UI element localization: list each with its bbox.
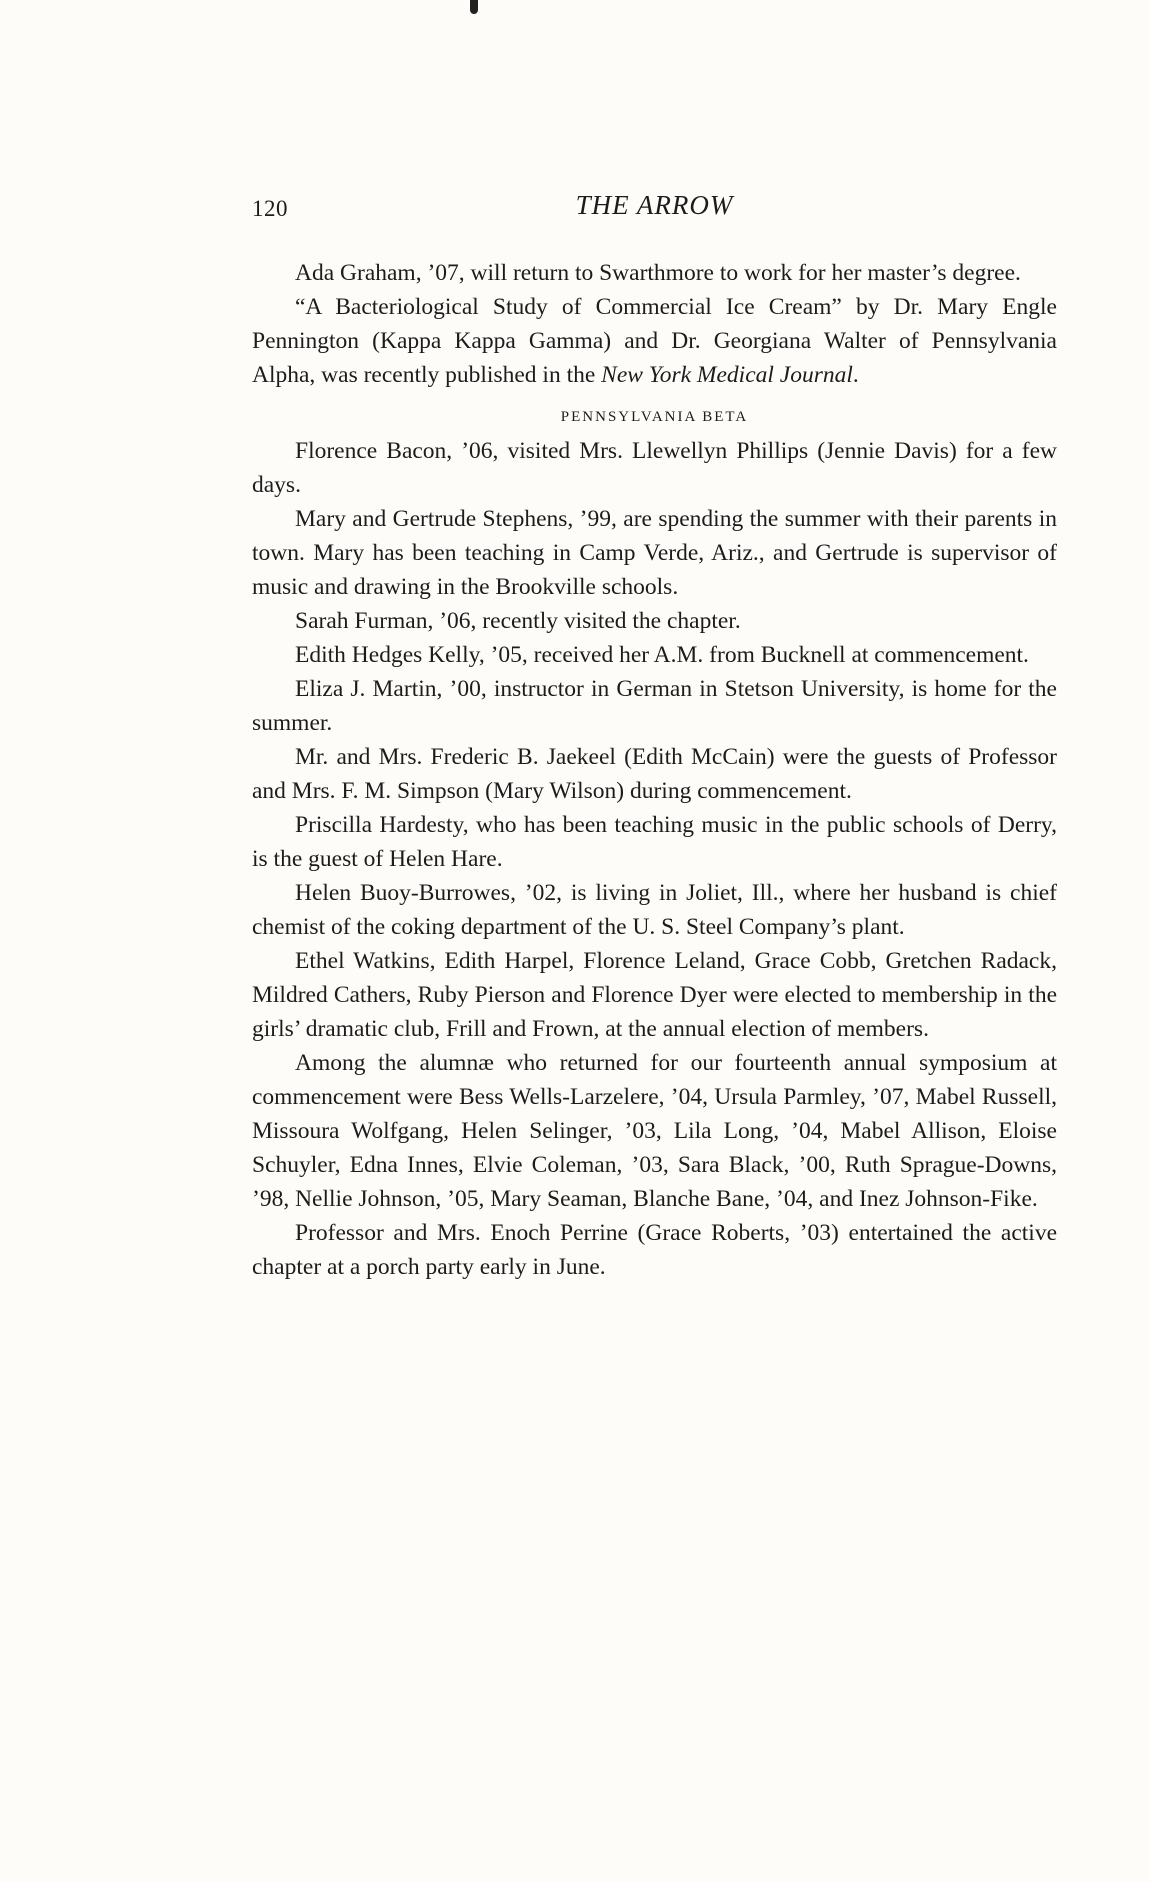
article-end: . <box>852 362 859 388</box>
article-text: “A Bacteriological Study of Commercial Ice Cream” by Dr. Mary Engle Pennington (Kappa Kappa Gamma) and Dr. Georgiana Walter of Pennsylvania Alpha, was recently published in the <box>252 294 1057 388</box>
paragraph: Professor and Mrs. Enoch Perrine (Grace Roberts, ’03) entertained the active chapter at a porch party early in June. <box>252 1220 1057 1280</box>
running-header <box>252 190 1057 230</box>
paragraph: Edith Hedges Kelly, ’05, received her A.M. from Bucknell at commencement. <box>295 642 1029 668</box>
paragraph: Priscilla Hardesty, who has been teaching music in the public schools of Derry, is the guest of Helen Hare. <box>252 812 1057 872</box>
paragraph: Eliza J. Martin, ’00, instructor in German in Stetson University, is home for the summer. <box>252 676 1057 736</box>
paragraph: Helen Buoy-Burrowes, ’02, is living in Joliet, Ill., where her husband is chief chemist of the coking department of the U. S. Steel Company’s plant. <box>252 880 1057 940</box>
paragraph-article-notice <box>252 290 1057 392</box>
section-heading: PENNSYLVANIA BETA <box>560 409 749 425</box>
paragraph: Ada Graham, ’07, will return to Swarthmore to work for her master’s degree. <box>295 260 1021 286</box>
journal-title: THE ARROW <box>575 190 734 220</box>
paragraph: Ethel Watkins, Edith Harpel, Florence Leland, Grace Cobb, Gretchen Radack, Mildred Cathers, Ruby Pierson and Florence Dyer were elected to membership in the girls’ dramatic club, Frill and Frown, at the annual election of members. <box>252 948 1057 1042</box>
paragraph: Sarah Furman, ’06, recently visited the chapter. <box>295 608 741 634</box>
paragraph: Among the alumnæ who returned for our fourteenth annual symposium at commencement were Bess Wells-Larzelere, ’04, Ursula Parmley, ’07, Mabel Russell, Missoura Wolfgang, Helen Selinger, ’03, Lila Long, ’04, Mabel Allison, Eloise Schuyler, Edna Innes, Elvie Coleman, ’03, Sara Black, ’00, Ruth Sprague-Downs, ’98, Nellie Johnson, ’05, Mary Seaman, Blanche Bane, ’04, and Inez Johnson-Fike. <box>252 1050 1057 1212</box>
paragraph: Florence Bacon, ’06, visited Mrs. Llewellyn Phillips (Jennie Davis) for a few days. <box>252 438 1057 498</box>
ink-mark <box>470 0 478 14</box>
journal-name: New York Medical Journal <box>601 362 853 388</box>
paragraph: Mr. and Mrs. Frederic B. Jaekeel (Edith McCain) were the guests of Professor and Mrs. F. M. Simpson (Mary Wilson) during commencement. <box>252 744 1057 804</box>
page-number: 120 <box>252 196 288 221</box>
body-text <box>252 256 1057 1284</box>
paragraph: Mary and Gertrude Stephens, ’99, are spending the summer with their parents in town. Mary has been teaching in Camp Verde, Ariz., and Gertrude is supervisor of music and drawing in the Brookville schools. <box>252 506 1057 600</box>
